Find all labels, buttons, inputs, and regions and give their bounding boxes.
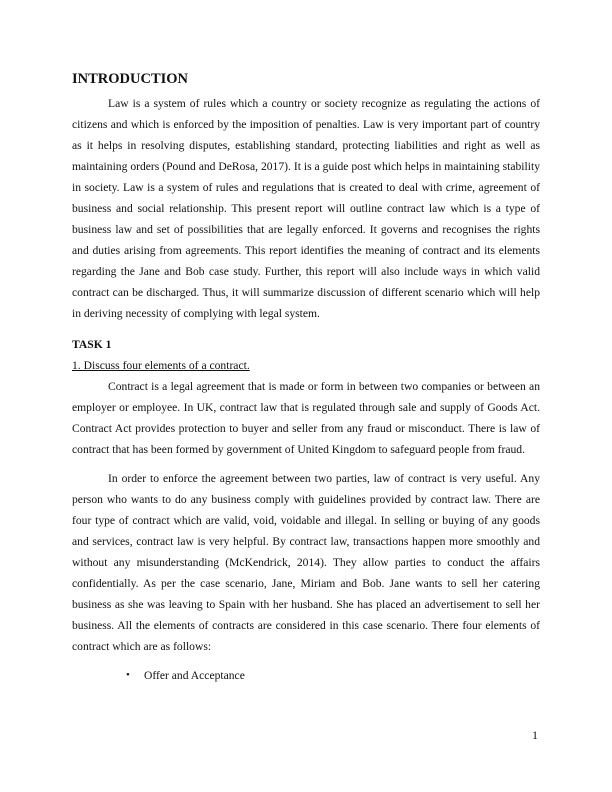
bullet-icon: • xyxy=(126,669,130,681)
introduction-heading: INTRODUCTION xyxy=(72,71,189,87)
task-heading: TASK 1 xyxy=(72,338,112,351)
page-number: 1 xyxy=(532,728,538,742)
list-item-text: Offer and Acceptance xyxy=(144,669,245,682)
introduction-paragraph: Law is a system of rules which a country or society recognize as regulating the actions of citizens and which is enforced by the imposition of penalties. Law is very important part of country as it helps in resolving disputes, establishing standard, protecting liabilities and right as well as maintaining orders (Pound and DeRosa, 2017). It is a guide post which helps in maintaining stability in society. Law is a system of rules and regulations that is created to deal with crime, agreement of business and social relationship. This present report will outline contract law which is a type of business law and set of possibilities that are legally enforced. It governs and recognises the rights and duties arising from agreements. This report identifies the meaning of contract and its elements regarding the Jane and Bob case study. Further, this report will also include ways in which valid contract can be discharged. Thus, it will summarize discussion of different scenario which will help in deriving necessity of complying with legal system. xyxy=(72,97,540,320)
task-subheading: 1. Discuss four elements of a contract. xyxy=(72,359,250,372)
elements-list xyxy=(72,665,540,686)
task-paragraph-1: Contract is a legal agreement that is made or form in between two companies or between an employer or employee. In UK, contract law that is regulated through sale and supply of Goods Act. Contract Act provides protection to buyer and seller from any fraud or misconduct. There is law of contract that has been formed by government of United Kingdom to safeguard people from fraud. xyxy=(72,380,540,456)
page-content xyxy=(72,70,540,686)
list-item xyxy=(126,665,540,686)
task-paragraph-2: In order to enforce the agreement between two parties, law of contract is very useful. Any person who wants to do any business comply with guidelines provided by contract law. There are four type of contract which are valid, void, voidable and illegal. In selling or buying of any goods and services, contract law is very helpful. By contract law, transactions happen more smoothly and without any misunderstanding (McKendrick, 2014). They allow parties to conduct the affairs confidentially. As per the case scenario, Jane, Miriam and Bob. Jane wants to sell her catering business as she was leaving to Spain with her husband. She has placed an advertisement to sell her business. All the elements of contracts are considered in this case scenario. There four elements of contract which are as follows: xyxy=(72,472,540,653)
